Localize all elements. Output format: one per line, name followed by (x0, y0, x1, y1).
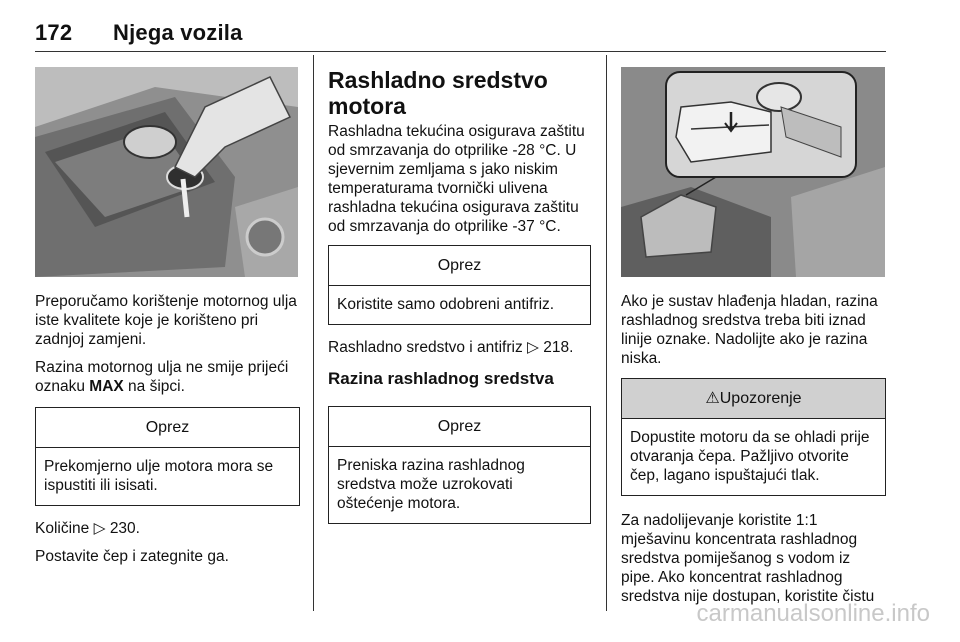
header-rule (35, 51, 886, 52)
oil-quality-paragraph: Preporučamo korištenje motornog ulja iste kvalitete koje je korišteno pri zadnjoj zamjeni. (35, 293, 297, 348)
refill-mixture-paragraph: Za nadolijevanje koristite 1:1 mješavinu koncentrata rashladnog sredstva pomiješanog s vodom iz pipe. Ako koncentrat rashladnog sredstva nije dostupan, koristite čistu (621, 512, 875, 605)
caution-title: Oprez (329, 246, 590, 286)
subsection-heading: Razina rashladnog sredstva (328, 369, 554, 388)
coolant-reservoir-illustration (621, 67, 885, 277)
caution-title: Oprez (329, 407, 590, 447)
page-header (35, 20, 243, 46)
oil-level-paragraph (35, 358, 300, 396)
caution-body: Preniska razina rashladnog sredstva može uzrokovati oštećenje motora. (337, 457, 525, 512)
warning-title: ⚠Upozorenje (622, 379, 885, 419)
column-3 (621, 292, 886, 615)
caution-box-antifreeze (328, 245, 591, 325)
section-heading: Rashladno sredstvo motora (328, 67, 548, 119)
column-1 (35, 292, 300, 575)
warning-body: Dopustite motoru da se ohladi prije otvaranja čepa. Pažljivo otvorite čep, lagano ispuštajući tlak. (630, 429, 870, 484)
page-title: Njega vozila (113, 20, 243, 45)
caution-box-oil (35, 407, 300, 506)
column-divider-2 (606, 55, 607, 611)
warning-box (621, 378, 886, 496)
caution-title: Oprez (36, 408, 299, 448)
oil-level-text: Razina motornog ulja ne smije prijeći oznaku (35, 359, 289, 395)
oil-level-text-end: na šipci. (123, 378, 185, 395)
caution-box-coolant-level (328, 406, 591, 524)
page-number: 172 (35, 20, 73, 45)
antifreeze-reference: Rashladno sredstvo i antifriz ▷ 218. (328, 339, 574, 356)
engine-oil-fill-illustration (35, 67, 298, 277)
coolant-level-paragraph: Ako je sustav hlađenja hladan, razina rashladnog sredstva treba biti iznad linije oznake. Nadolijte ako je razina niska. (621, 293, 878, 367)
caution-body: Prekomjerno ulje motora mora se ispustiti ili isisati. (44, 458, 274, 494)
caution-body: Koristite samo odobreni antifriz. (337, 296, 555, 313)
quantities-reference: Količine ▷ 230. (35, 520, 140, 537)
cap-instruction: Postavite čep i zategnite ga. (35, 548, 229, 565)
column-divider-1 (313, 55, 314, 611)
watermark: carmanualsonline.info (696, 600, 930, 627)
max-mark: MAX (89, 378, 124, 395)
coolant-intro: Rashladna tekućina osigurava zaštitu od smrzavanja do otprilike -28 °C. U sjevernim zemljama s jako niskim temperaturama tvornički ulivena rashladna tekućina osigurava zaštitu od smrzavanja do otprilike -37 °C. (328, 123, 585, 235)
column-2 (328, 67, 591, 524)
